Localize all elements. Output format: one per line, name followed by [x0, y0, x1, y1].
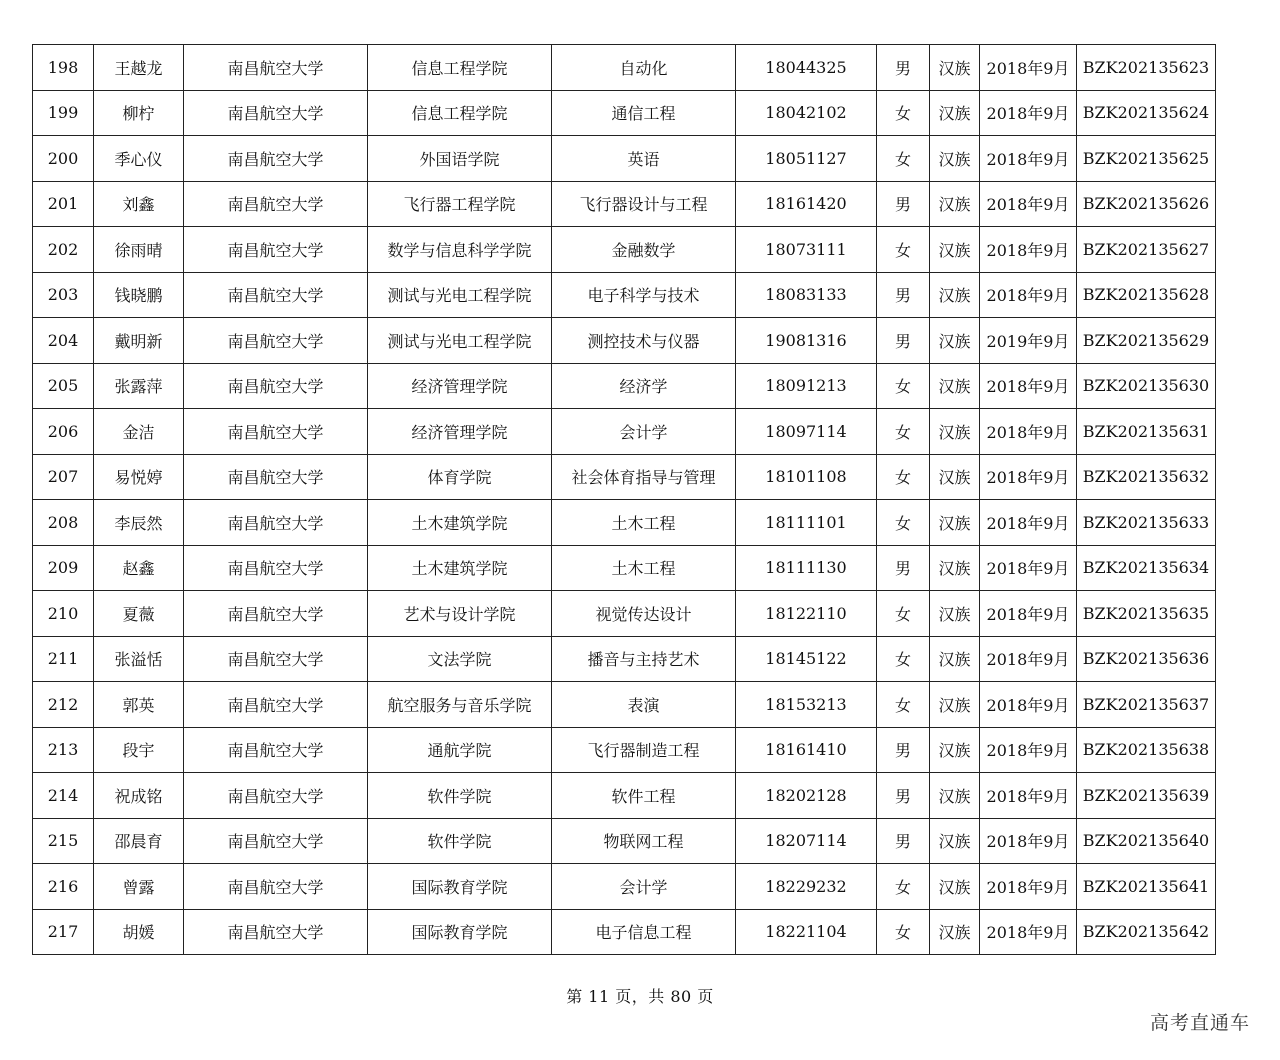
name-cell: 戴明新 — [94, 318, 184, 364]
ethnicity-cell: 汉族 — [930, 500, 980, 546]
table-row — [33, 591, 1216, 637]
ethnicity-cell: 汉族 — [930, 545, 980, 591]
student-id-cell: 18097114 — [736, 409, 877, 455]
enrollment-date-cell: 2018年9月 — [980, 409, 1077, 455]
row-index-cell: 204 — [33, 318, 94, 364]
certificate-number-cell: BZK202135627 — [1077, 227, 1216, 273]
name-cell: 金洁 — [94, 409, 184, 455]
row-index-cell: 207 — [33, 454, 94, 500]
major-cell: 社会体育指导与管理 — [552, 454, 736, 500]
student-id-cell: 18145122 — [736, 636, 877, 682]
gender-cell: 男 — [877, 818, 930, 864]
table-row — [33, 272, 1216, 318]
university-cell: 南昌航空大学 — [184, 864, 368, 910]
name-cell: 李辰然 — [94, 500, 184, 546]
ethnicity-cell: 汉族 — [930, 636, 980, 682]
university-cell: 南昌航空大学 — [184, 727, 368, 773]
enrollment-date-cell: 2018年9月 — [980, 90, 1077, 136]
ethnicity-cell: 汉族 — [930, 727, 980, 773]
table-row — [33, 500, 1216, 546]
name-cell: 季心仪 — [94, 136, 184, 182]
enrollment-date-cell: 2018年9月 — [980, 727, 1077, 773]
row-index-cell: 215 — [33, 818, 94, 864]
university-cell: 南昌航空大学 — [184, 90, 368, 136]
enrollment-date-cell: 2018年9月 — [980, 136, 1077, 182]
major-cell: 电子科学与技术 — [552, 272, 736, 318]
ethnicity-cell: 汉族 — [930, 318, 980, 364]
name-cell: 胡媛 — [94, 909, 184, 955]
certificate-number-cell: BZK202135633 — [1077, 500, 1216, 546]
ethnicity-cell: 汉族 — [930, 864, 980, 910]
gender-cell: 女 — [877, 864, 930, 910]
ethnicity-cell: 汉族 — [930, 682, 980, 728]
college-cell: 国际教育学院 — [368, 864, 552, 910]
name-cell: 曾露 — [94, 864, 184, 910]
row-index-cell: 212 — [33, 682, 94, 728]
name-cell: 徐雨晴 — [94, 227, 184, 273]
row-index-cell: 203 — [33, 272, 94, 318]
ethnicity-cell: 汉族 — [930, 409, 980, 455]
college-cell: 信息工程学院 — [368, 90, 552, 136]
university-cell: 南昌航空大学 — [184, 818, 368, 864]
certificate-number-cell: BZK202135640 — [1077, 818, 1216, 864]
university-cell: 南昌航空大学 — [184, 682, 368, 728]
certificate-number-cell: BZK202135632 — [1077, 454, 1216, 500]
student-id-cell: 18207114 — [736, 818, 877, 864]
college-cell: 体育学院 — [368, 454, 552, 500]
university-cell: 南昌航空大学 — [184, 45, 368, 91]
enrollment-date-cell: 2018年9月 — [980, 454, 1077, 500]
ethnicity-cell: 汉族 — [930, 363, 980, 409]
row-index-cell: 217 — [33, 909, 94, 955]
table-row — [33, 181, 1216, 227]
certificate-number-cell: BZK202135636 — [1077, 636, 1216, 682]
major-cell: 飞行器制造工程 — [552, 727, 736, 773]
ethnicity-cell: 汉族 — [930, 818, 980, 864]
row-index-cell: 201 — [33, 181, 94, 227]
major-cell: 物联网工程 — [552, 818, 736, 864]
name-cell: 郭英 — [94, 682, 184, 728]
certificate-number-cell: BZK202135631 — [1077, 409, 1216, 455]
college-cell: 通航学院 — [368, 727, 552, 773]
certificate-number-cell: BZK202135623 — [1077, 45, 1216, 91]
enrollment-date-cell: 2018年9月 — [980, 864, 1077, 910]
enrollment-date-cell: 2018年9月 — [980, 500, 1077, 546]
certificate-number-cell: BZK202135626 — [1077, 181, 1216, 227]
gender-cell: 男 — [877, 272, 930, 318]
ethnicity-cell: 汉族 — [930, 90, 980, 136]
table-row — [33, 227, 1216, 273]
student-id-cell: 18101108 — [736, 454, 877, 500]
student-id-cell: 18202128 — [736, 773, 877, 819]
college-cell: 数学与信息科学学院 — [368, 227, 552, 273]
enrollment-date-cell: 2018年9月 — [980, 363, 1077, 409]
certificate-number-cell: BZK202135641 — [1077, 864, 1216, 910]
college-cell: 土木建筑学院 — [368, 500, 552, 546]
table-row — [33, 636, 1216, 682]
major-cell: 视觉传达设计 — [552, 591, 736, 637]
student-id-cell: 19081316 — [736, 318, 877, 364]
college-cell: 飞行器工程学院 — [368, 181, 552, 227]
student-id-cell: 18051127 — [736, 136, 877, 182]
enrollment-date-cell: 2018年9月 — [980, 181, 1077, 227]
enrollment-date-cell: 2018年9月 — [980, 682, 1077, 728]
student-id-cell: 18111130 — [736, 545, 877, 591]
certificate-number-cell: BZK202135637 — [1077, 682, 1216, 728]
university-cell: 南昌航空大学 — [184, 591, 368, 637]
university-cell: 南昌航空大学 — [184, 773, 368, 819]
gender-cell: 女 — [877, 636, 930, 682]
gender-cell: 女 — [877, 454, 930, 500]
gender-cell: 男 — [877, 545, 930, 591]
gender-cell: 男 — [877, 727, 930, 773]
enrollment-date-cell: 2018年9月 — [980, 773, 1077, 819]
university-cell: 南昌航空大学 — [184, 636, 368, 682]
certificate-number-cell: BZK202135642 — [1077, 909, 1216, 955]
gender-cell: 女 — [877, 90, 930, 136]
major-cell: 表演 — [552, 682, 736, 728]
gender-cell: 女 — [877, 909, 930, 955]
enrollment-date-cell: 2018年9月 — [980, 636, 1077, 682]
enrollment-date-cell: 2018年9月 — [980, 818, 1077, 864]
major-cell: 金融数学 — [552, 227, 736, 273]
name-cell: 张溢恬 — [94, 636, 184, 682]
university-cell: 南昌航空大学 — [184, 454, 368, 500]
name-cell: 夏薇 — [94, 591, 184, 637]
table-row — [33, 363, 1216, 409]
enrollment-date-cell: 2018年9月 — [980, 545, 1077, 591]
certificate-number-cell: BZK202135630 — [1077, 363, 1216, 409]
table-row — [33, 45, 1216, 91]
ethnicity-cell: 汉族 — [930, 272, 980, 318]
name-cell: 柳柠 — [94, 90, 184, 136]
page-number-footer: 第 11 页，共 80 页 — [566, 987, 714, 1006]
table-row — [33, 454, 1216, 500]
enrollment-date-cell: 2018年9月 — [980, 227, 1077, 273]
row-index-cell: 202 — [33, 227, 94, 273]
row-index-cell: 200 — [33, 136, 94, 182]
table-row — [33, 318, 1216, 364]
table-row — [33, 864, 1216, 910]
university-cell: 南昌航空大学 — [184, 409, 368, 455]
college-cell: 艺术与设计学院 — [368, 591, 552, 637]
name-cell: 赵鑫 — [94, 545, 184, 591]
row-index-cell: 216 — [33, 864, 94, 910]
university-cell: 南昌航空大学 — [184, 227, 368, 273]
gender-cell: 男 — [877, 773, 930, 819]
name-cell: 段宇 — [94, 727, 184, 773]
college-cell: 软件学院 — [368, 773, 552, 819]
gender-cell: 女 — [877, 363, 930, 409]
college-cell: 土木建筑学院 — [368, 545, 552, 591]
table-row — [33, 90, 1216, 136]
watermark-logo-text: 高考直通车 — [1149, 1012, 1250, 1034]
major-cell: 会计学 — [552, 409, 736, 455]
university-cell: 南昌航空大学 — [184, 136, 368, 182]
certificate-number-cell: BZK202135628 — [1077, 272, 1216, 318]
ethnicity-cell: 汉族 — [930, 773, 980, 819]
student-id-cell: 18221104 — [736, 909, 877, 955]
major-cell: 通信工程 — [552, 90, 736, 136]
row-index-cell: 205 — [33, 363, 94, 409]
gender-cell: 女 — [877, 136, 930, 182]
name-cell: 邵晨育 — [94, 818, 184, 864]
ethnicity-cell: 汉族 — [930, 227, 980, 273]
table-row — [33, 682, 1216, 728]
enrollment-date-cell: 2019年9月 — [980, 318, 1077, 364]
student-roster-table — [32, 44, 1216, 955]
ethnicity-cell: 汉族 — [930, 454, 980, 500]
ethnicity-cell: 汉族 — [930, 45, 980, 91]
name-cell: 易悦婷 — [94, 454, 184, 500]
major-cell: 自动化 — [552, 45, 736, 91]
name-cell: 钱晓鹏 — [94, 272, 184, 318]
name-cell: 张露萍 — [94, 363, 184, 409]
student-id-cell: 18161420 — [736, 181, 877, 227]
student-id-cell: 18091213 — [736, 363, 877, 409]
college-cell: 经济管理学院 — [368, 363, 552, 409]
table-row — [33, 136, 1216, 182]
gender-cell: 女 — [877, 682, 930, 728]
gender-cell: 女 — [877, 227, 930, 273]
enrollment-date-cell: 2018年9月 — [980, 45, 1077, 91]
ethnicity-cell: 汉族 — [930, 591, 980, 637]
row-index-cell: 209 — [33, 545, 94, 591]
university-cell: 南昌航空大学 — [184, 318, 368, 364]
table-row — [33, 818, 1216, 864]
college-cell: 测试与光电工程学院 — [368, 272, 552, 318]
college-cell: 国际教育学院 — [368, 909, 552, 955]
row-index-cell: 211 — [33, 636, 94, 682]
row-index-cell: 208 — [33, 500, 94, 546]
name-cell: 王越龙 — [94, 45, 184, 91]
college-cell: 软件学院 — [368, 818, 552, 864]
gender-cell: 男 — [877, 318, 930, 364]
student-id-cell: 18229232 — [736, 864, 877, 910]
major-cell: 电子信息工程 — [552, 909, 736, 955]
enrollment-date-cell: 2018年9月 — [980, 591, 1077, 637]
certificate-number-cell: BZK202135624 — [1077, 90, 1216, 136]
major-cell: 测控技术与仪器 — [552, 318, 736, 364]
major-cell: 英语 — [552, 136, 736, 182]
college-cell: 文法学院 — [368, 636, 552, 682]
major-cell: 土木工程 — [552, 500, 736, 546]
student-id-cell: 18044325 — [736, 45, 877, 91]
ethnicity-cell: 汉族 — [930, 909, 980, 955]
university-cell: 南昌航空大学 — [184, 500, 368, 546]
gender-cell: 女 — [877, 409, 930, 455]
university-cell: 南昌航空大学 — [184, 909, 368, 955]
row-index-cell: 213 — [33, 727, 94, 773]
college-cell: 经济管理学院 — [368, 409, 552, 455]
student-id-cell: 18083133 — [736, 272, 877, 318]
student-id-cell: 18073111 — [736, 227, 877, 273]
gender-cell: 女 — [877, 500, 930, 546]
major-cell: 土木工程 — [552, 545, 736, 591]
college-cell: 外国语学院 — [368, 136, 552, 182]
name-cell: 刘鑫 — [94, 181, 184, 227]
certificate-number-cell: BZK202135629 — [1077, 318, 1216, 364]
name-cell: 祝成铭 — [94, 773, 184, 819]
university-cell: 南昌航空大学 — [184, 272, 368, 318]
college-cell: 航空服务与音乐学院 — [368, 682, 552, 728]
ethnicity-cell: 汉族 — [930, 181, 980, 227]
table-row — [33, 727, 1216, 773]
certificate-number-cell: BZK202135634 — [1077, 545, 1216, 591]
university-cell: 南昌航空大学 — [184, 181, 368, 227]
major-cell: 经济学 — [552, 363, 736, 409]
student-id-cell: 18122110 — [736, 591, 877, 637]
student-id-cell: 18161410 — [736, 727, 877, 773]
row-index-cell: 210 — [33, 591, 94, 637]
certificate-number-cell: BZK202135635 — [1077, 591, 1216, 637]
major-cell: 会计学 — [552, 864, 736, 910]
row-index-cell: 199 — [33, 90, 94, 136]
ethnicity-cell: 汉族 — [930, 136, 980, 182]
enrollment-date-cell: 2018年9月 — [980, 909, 1077, 955]
student-id-cell: 18111101 — [736, 500, 877, 546]
row-index-cell: 214 — [33, 773, 94, 819]
certificate-number-cell: BZK202135625 — [1077, 136, 1216, 182]
university-cell: 南昌航空大学 — [184, 363, 368, 409]
major-cell: 播音与主持艺术 — [552, 636, 736, 682]
major-cell: 飞行器设计与工程 — [552, 181, 736, 227]
college-cell: 测试与光电工程学院 — [368, 318, 552, 364]
college-cell: 信息工程学院 — [368, 45, 552, 91]
gender-cell: 男 — [877, 181, 930, 227]
university-cell: 南昌航空大学 — [184, 545, 368, 591]
row-index-cell: 198 — [33, 45, 94, 91]
enrollment-date-cell: 2018年9月 — [980, 272, 1077, 318]
gender-cell: 女 — [877, 591, 930, 637]
gender-cell: 男 — [877, 45, 930, 91]
table-row — [33, 545, 1216, 591]
row-index-cell: 206 — [33, 409, 94, 455]
certificate-number-cell: BZK202135639 — [1077, 773, 1216, 819]
student-id-cell: 18153213 — [736, 682, 877, 728]
table-row — [33, 409, 1216, 455]
student-id-cell: 18042102 — [736, 90, 877, 136]
table-row — [33, 909, 1216, 955]
certificate-number-cell: BZK202135638 — [1077, 727, 1216, 773]
major-cell: 软件工程 — [552, 773, 736, 819]
table-row — [33, 773, 1216, 819]
